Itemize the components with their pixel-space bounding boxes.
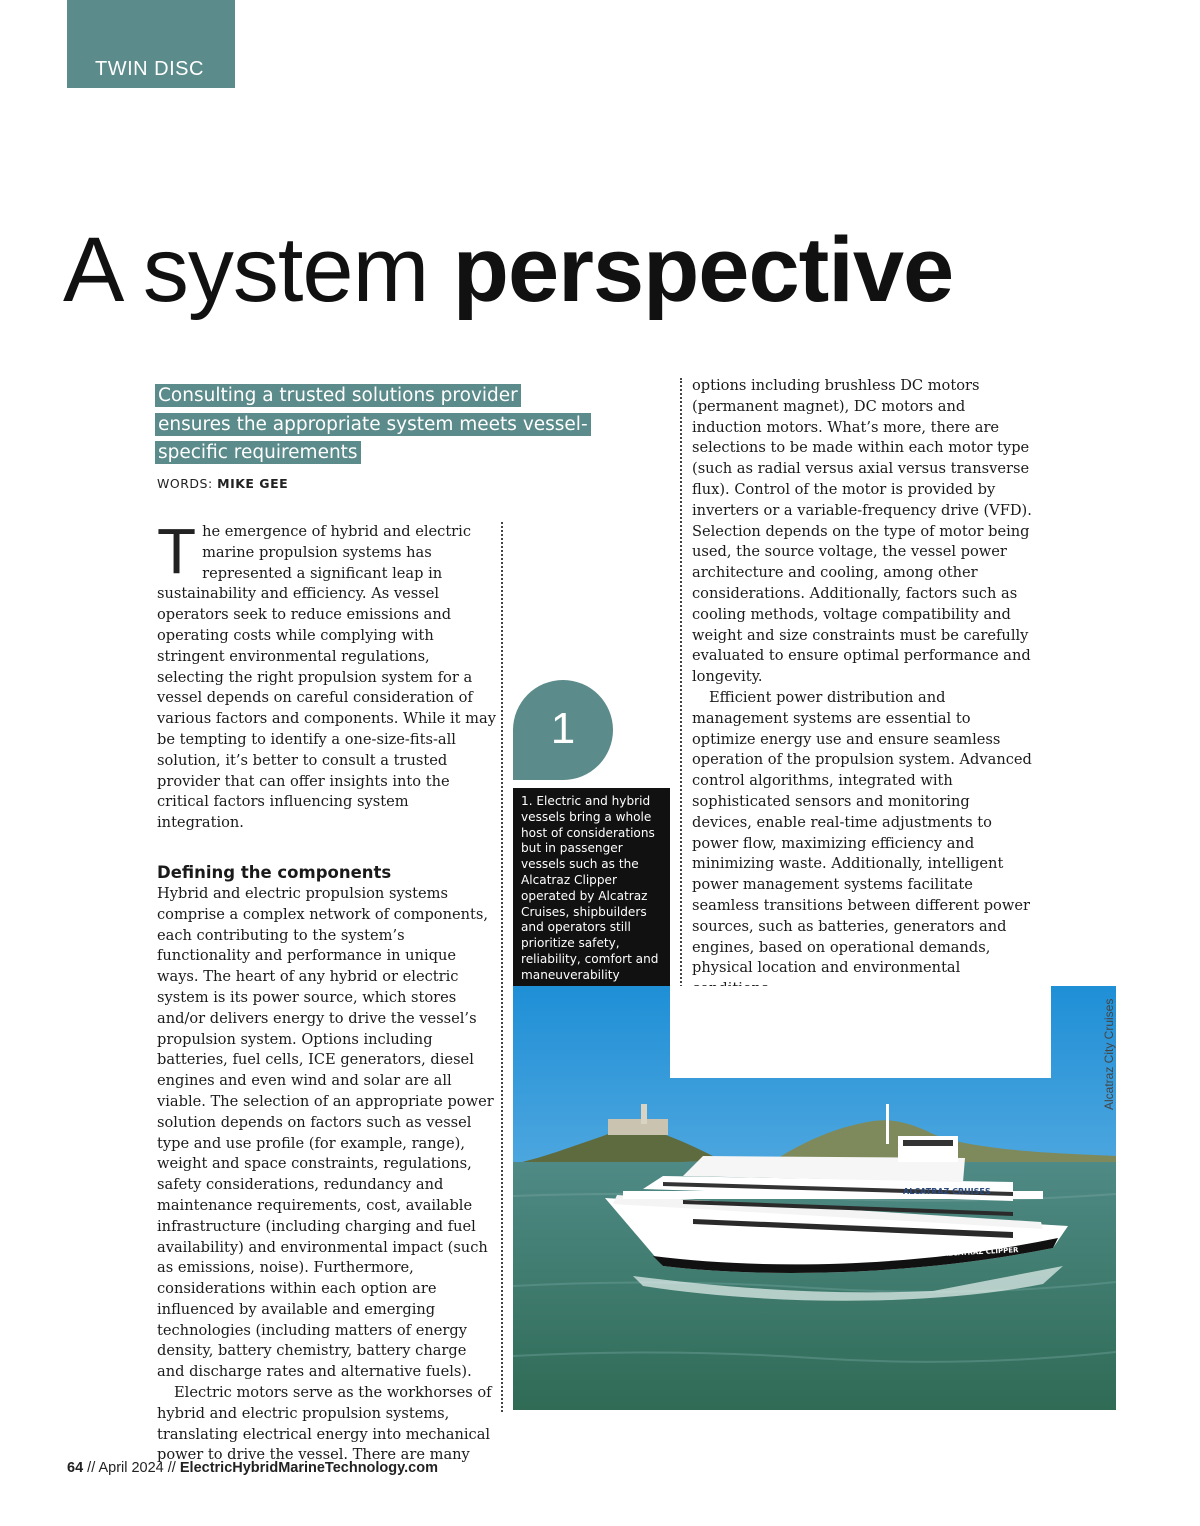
footer-date: // April 2024 // [83, 1460, 180, 1476]
headline [63, 220, 953, 320]
byline-author: MIKE GEE [217, 476, 289, 491]
subhead: Defining the components [157, 862, 392, 882]
footer-website-link[interactable]: ElectricHybridMarineTechnology.com [179, 1460, 438, 1476]
byline-label: WORDS: [157, 476, 218, 491]
intro-text: he emergence of hybrid and electric marine propulsion systems has represented a significant leap in sustainability and efficiency. As vessel operators seek to reduce emissions and operating costs while complying with stringent environmental regulations, selecting the right propulsion system for a vessel depends on careful consideration of various factors and components. While it may be tempting to identify a one-size-fits-all solution, it’s better to consult a trusted provider that can offer insights into the critical factors influencing system integration. [157, 523, 496, 832]
body-paragraph-4: Efficient power distribution and management systems are essential to optimize energy use and ensure seamless operation of the propulsion system. Advanced control algorithms, integrated with sophisticated sensors and monitoring devices, enable real-time adjustments to power flow, maximizing efficiency and minimizing waste. Additionally, intelligent power management systems facilitate seamless transitions between different power sources, such as batteries, generators and engines, based on operational demands, physical location and environmental [692, 688, 1032, 977]
standfirst [155, 382, 595, 468]
body-paragraph-3: options including brushless DC motors (permanent magnet), DC motors and induction motors. What’s more, there are selections to be made within each motor type (such as radial versus axial versus transverse flux). Control of the motor is provided by inverters or a variable-frequency drive (VFD). Selection depends on the type of motor being used, the source voltage, the vessel power architecture and cooling, among other considerations. Additionally, factors such as cooling methods, voltage compatibility and weight and size constraints must be carefully evaluated to ensure optimal performance and longevity. [692, 377, 1032, 686]
body-paragraph-1: Hybrid and electric propulsion systems comprise a complex network of components, each contributing to the system’s functionality and performance in unique ways. The heart of any hybrid or electric system is its power source, which stores and/or delivers energy to drive the vessel’s propulsion system. Options including batteries, fuel cells, ICE generators, diesel engines and even wind and solar are all viable. The selection of an appropriate power solution depends on factors such as vessel type and use profile (for example, range), weight and space constraints, regulations, safety considerations, redundancy and maintenance requirements, cost, available infrastructure (including charging and fuel availability) and environmental impact (such as emissions, noise). Furthermore, considerations within each option are influenced by available and emerging technologies (including matters of energy density, battery chemistry, battery charge and discharge rates and alternative fuels). [157, 884, 494, 1381]
photo-credit: Alcatraz City Cruises [1102, 998, 1116, 1110]
headline-bold: perspective [452, 219, 954, 321]
figure-number-badge [513, 680, 613, 780]
standfirst-text: Consulting a trusted solutions provider ensures the appropriate system meets vessel-specific requirements [155, 384, 591, 464]
section-tag [67, 0, 235, 88]
headline-light: A system [63, 219, 453, 321]
figure-caption-text: 1. Electric and hybrid vessels bring a whole host of considerations but in passenger vessels such as the Alcatraz Clipper operated by Alcatraz Cruises, shipbuilders and operators still prioritize safety, reliability, comfort and maneuverability [521, 794, 659, 982]
intro-paragraph [157, 515, 497, 834]
page-number: 64 [67, 1460, 84, 1476]
page-footer [67, 1460, 438, 1476]
column-divider-2 [680, 378, 682, 1058]
dropcap: T [157, 515, 197, 587]
boat-name-hull: ALCATRAZ CLIPPER [942, 1246, 1019, 1258]
byline [157, 476, 288, 491]
section-tag-label: TWIN DISC [95, 58, 204, 80]
body-paragraph-2: Electric motors serve as the workhorses of hybrid and electric propulsion systems, translating electrical energy into mechanical power to drive the vessel. There are many [157, 1384, 492, 1464]
text-wrap-box [670, 986, 1051, 1078]
boat-name-upper: ALCATRAZ CRUISES [903, 1187, 991, 1196]
column-divider-1 [501, 522, 503, 1412]
figure-number: 1 [550, 704, 576, 753]
body-column-1 [157, 515, 497, 1466]
figure-caption [513, 788, 670, 986]
